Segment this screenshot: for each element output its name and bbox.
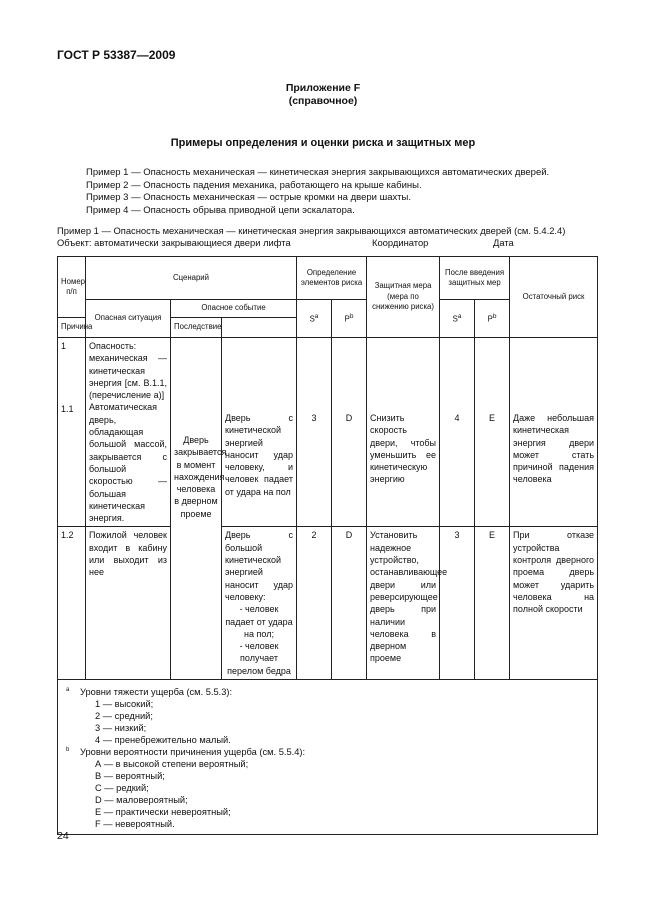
hazard-type: Опасность: механическая — кинетическая энергия [см. В.1.1, (перечисление а)] <box>89 341 167 401</box>
probability-item: С — редкий; <box>95 783 149 794</box>
s-after-value: 3 <box>440 527 475 680</box>
p-after-value: E <box>475 527 510 680</box>
table-row <box>58 338 598 527</box>
header-s <box>297 300 332 338</box>
header-cause: Причина <box>58 318 86 338</box>
header-p <box>332 300 367 338</box>
severity-item: 3 — низкий; <box>95 723 147 734</box>
header-situation: Опасная ситуация <box>86 300 171 338</box>
example1-heading: Пример 1 — Опасность механическая — кинетическая энергия закрывающихся автоматических дверей (см. 5.4.2.4) <box>57 225 566 236</box>
probability-item: В — вероятный; <box>95 771 165 782</box>
row-number: 1.2 <box>58 527 86 680</box>
residual-cell: При отказе устройства контроля дверного проема дверь может ударить человека на полной скорости <box>510 527 598 680</box>
header-consequence: Последствие <box>171 318 222 338</box>
consequence-cell: Дверь с кинетической энергией наносит удар человеку, и человек падает от удара на пол <box>222 338 297 527</box>
situation-cell: Пожилой человек входит в кабину или выходит из нее <box>86 527 171 680</box>
example-item: Пример 4 — Опасность обрыва приводной цепи эскалатора. <box>86 204 355 216</box>
residual-cell: Даже небольшая кинетическая энергия двери может стать причиной падения человека <box>510 338 598 527</box>
situation-cell <box>86 338 171 527</box>
severity-item: 4 — пренебрежительно малый. <box>95 735 231 746</box>
consequence-item: - человек падает от удара на пол; <box>225 604 293 639</box>
p-value: D <box>332 338 367 527</box>
header-p-after-sup: b <box>492 312 497 320</box>
appendix-label: Приложение F <box>285 82 361 94</box>
footnotes-cell <box>58 680 598 835</box>
header-p-after-text: P <box>487 314 493 324</box>
s-value: 2 <box>297 527 332 680</box>
header-s-after <box>440 300 475 338</box>
table-footnotes <box>58 680 598 835</box>
situation-text: Автоматическая дверь, обладающая большой массой, закрывается с большой скоростью — большая кинетическая энергия. <box>89 402 167 524</box>
s-after-value: 4 <box>440 338 475 527</box>
severity-item: 1 — высокий; <box>95 699 154 710</box>
severity-item: 2 — средний; <box>95 711 153 722</box>
header-after-measures: После введения защитных мер <box>440 257 510 300</box>
header-s-sup: a <box>314 312 319 320</box>
cause-text: Дверь закрывается в момент нахождения человека в дверном проеме <box>174 435 227 519</box>
header-s-after-sup: a <box>457 312 462 320</box>
severity-title: Уровни тяжести ущерба (см. 5.5.3): <box>80 687 233 698</box>
row-number-1: 1 <box>61 341 67 351</box>
row-number <box>58 338 86 527</box>
row-number-1-1: 1.1 <box>61 404 74 415</box>
s-value: 3 <box>297 338 332 527</box>
p-value: D <box>332 527 367 680</box>
header-scenario: Сценарий <box>86 257 297 300</box>
header-s-after-text: S <box>452 314 458 324</box>
probability-note <box>62 746 593 758</box>
consequence-cell <box>222 527 297 680</box>
header-s-text: S <box>309 314 315 324</box>
probability-item: D — маловероятный; <box>95 795 188 806</box>
header-p-text: P <box>344 314 350 324</box>
header-determination: Определение элементов риска <box>297 257 367 300</box>
consequence-text: Дверь с большой кинетической энергией наносит удар человеку: <box>225 530 294 602</box>
header-number: Номер п/п <box>58 257 86 318</box>
date-label: Дата <box>493 237 514 248</box>
probability-title: Уровни вероятности причинения ущерба (см. 5.5.4): <box>80 747 306 758</box>
cause-cell <box>171 338 227 680</box>
header-protective-measure: Защитная мера (мера по снижению риска) <box>367 257 440 338</box>
example-item: Пример 1 — Опасность механическая — кинетическая энергия закрывающихся автоматических дверей. <box>86 167 550 178</box>
consequence-item: - человек получает перелом бедра <box>227 641 291 676</box>
probability-item: Е — практически невероятный; <box>95 807 231 818</box>
header-event: Опасное событие <box>171 300 297 318</box>
measure-cell: Снизить скорость двери, чтобы уменьшить ее кинетическую энергию <box>367 338 440 527</box>
measure-cell: Установить надежное устройство, останавливающее двери или реверсирующее дверь при наличии человека в дверном проеме <box>367 527 440 680</box>
document-header: ГОСТ Р 53387—2009 <box>57 48 176 62</box>
object-line <box>57 237 597 249</box>
example-item: Пример 3 — Опасность механическая — острые кромки на двери шахты. <box>86 192 411 204</box>
note-mark-a: a <box>66 687 70 694</box>
header-p-after <box>475 300 510 338</box>
table-row <box>58 527 598 680</box>
risk-table <box>57 256 598 835</box>
p-after-value: E <box>475 338 510 527</box>
note-mark-b: b <box>66 747 70 754</box>
appendix-title <box>0 82 646 108</box>
example-list <box>86 167 549 217</box>
probability-item: F — невероятный. <box>95 819 175 830</box>
header-residual-risk: Остаточный риск <box>510 257 598 338</box>
appendix-subtitle: (справочное) <box>288 95 358 107</box>
section-heading: Примеры определения и оценки риска и защитных мер <box>170 137 476 149</box>
page-number: 24 <box>57 830 69 842</box>
object-label: Объект: автоматически закрывающиеся двери лифта <box>57 237 291 248</box>
severity-note <box>62 686 593 698</box>
probability-item: А — в высокой степени вероятный; <box>95 759 249 770</box>
header-p-sup: b <box>349 312 354 320</box>
example-item: Пример 2 — Опасность падения механика, работающего на крыше кабины. <box>86 179 422 191</box>
coordinator-label: Координатор <box>372 237 429 248</box>
